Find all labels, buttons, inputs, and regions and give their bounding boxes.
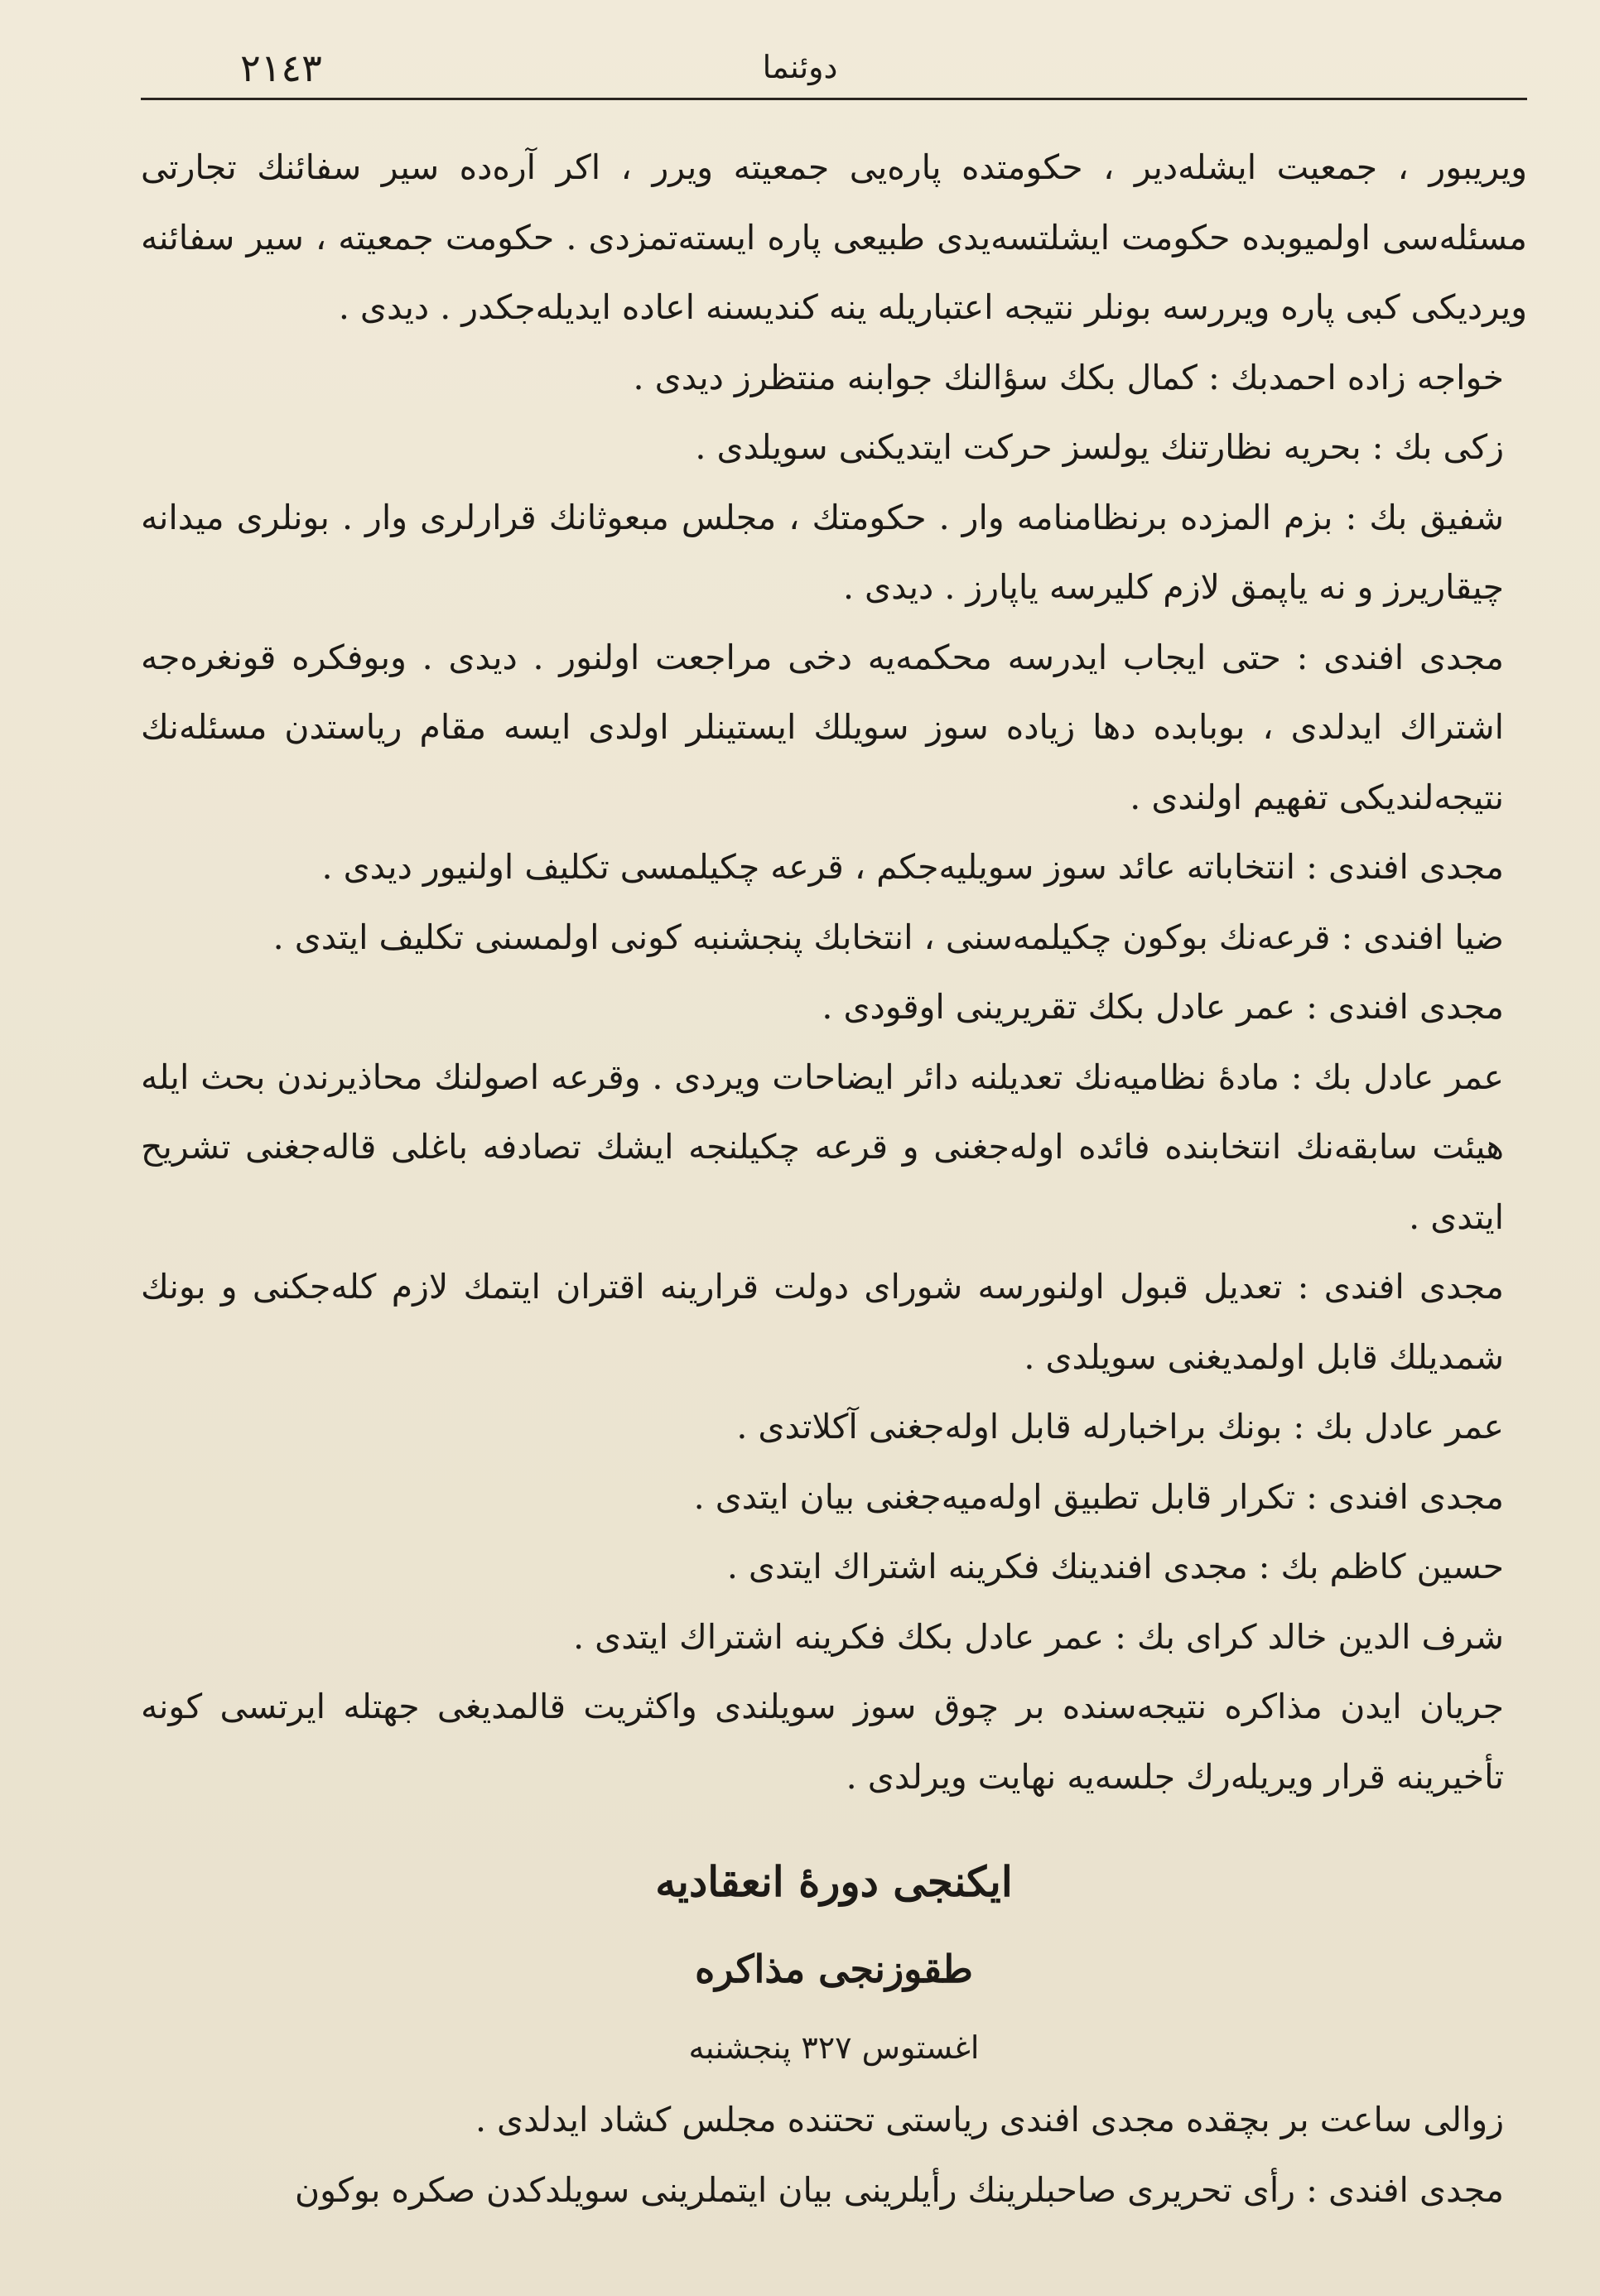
paragraph: مجدی افندی : رأی تحریری صاحبلرینك رأیلرینی بیان ایتملرینی سویلدکدن صکرە بوکون [295, 2169, 1504, 2210]
section-title: ایکنجی دورۀ انعقادیە [655, 1857, 1013, 1906]
paragraph: مجدی افندی : عمر عادل بکك تقریرینی اوقودی . [822, 987, 1504, 1027]
paragraph: مجدی افندی : حتی ایجاب ایدرسە محکمەیە دخی مراجعت اولنور . دیدی . وبوفکرە قونغرەجە اشتراك ایدلدی ، بوبابدە دها زیادە سوز سویلك ایستینلر اولدی ایسە مقام ریاستدن مسئلەنك نتیجەلندیکی تفهیم اولندی . [141, 637, 1504, 817]
paragraph: مجدی افندی : تکرار قابل تطبیق اولەمیەجغنی بیان ایتدی . [693, 1476, 1504, 1517]
document-body [141, 132, 1527, 2225]
paragraph: زوالی ساعت بر بچقدە مجدی افندی ریاستی تحتندە مجلس کشاد ایدلدی . [475, 2100, 1504, 2140]
paragraph: ضیا افندی : قرعەنك بوکون چکیلمەسنی ، انتخابك پنجشنبە کونی اولمسنی تکلیف ایتدی . [272, 917, 1504, 957]
header-rule [141, 98, 1527, 100]
paragraph: جریان ایدن مذاکرە نتیجەسندە بر چوق سوز سویلندی واکثریت قالمدیغی جهتلە ایرتسی کونە تأخیرینە قرار ویریلەرك جلسەیە نهایت ویرلدی . [141, 1687, 1504, 1797]
paragraph: ویریبور ، جمعیت ایشلەدیر ، حکومتدە پارەیی جمعیتە ویرر ، اکر آرەدە سیر سفائنك تجارتی مسئلەسی اولمیوبدە حکومت ایشلتسەیدی طبیعی پارە ایستەتمزدی . حکومت جمعیتە ، سیر سفائنە ویردیکی کبی پارە ویررسە بونلر نتیجە اعتباریلە ینە کندیسنە اعادە ایدیلەجکدر . دیدی . [141, 147, 1527, 327]
running-title: دوئنما [762, 49, 838, 85]
paragraph: حسین کاظم بك : مجدی افندینك فکرینە اشتراك ایتدی . [726, 1547, 1504, 1586]
section-date: اغستوس ٣٢٧ پنجشنبە [688, 2029, 980, 2066]
paragraph: مجدی افندی : انتخاباتە عائد سوز سویلیەجکم ، قرعە چکیلمسی تکلیف اولنیور دیدی . [321, 847, 1504, 887]
paragraph: مجدی افندی : تعدیل قبول اولنورسە شورای دولت قرارینە اقتران ایتمك لازم کلەجکنی و بونك شمدیلك قابل اولمدیغنی سویلدی . [141, 1267, 1504, 1377]
paragraph: عمر عادل بك : مادۀ نظامیەنك تعدیلنە دائر ایضاحات ویردی . وقرعە اصولنك محاذیرندن بحث ایلە هیئت سابقەنك انتخابندە فائدە اولەجغنی و قرعە چکیلنجە ایشك تصادفە باغلی قالەجغنی تشریح ایتدی . [141, 1057, 1504, 1237]
page-header [66, 46, 1534, 103]
paragraph: شرف الدین خالد کرای بك : عمر عادل بکك فکرینە اشتراك ایتدی . [573, 1616, 1504, 1657]
section-subtitle: طقوزنجی مذاکرە [695, 1947, 973, 1991]
page-number: ٢١٤٣ [240, 46, 322, 90]
paragraph: شفیق بك : بزم المزدە برنظامنامە وار . حکومتك ، مجلس مبعوثانك قرارلری وار . بونلری میدانە چیقاریرز و نە یاپمق لازم کلیرسە یاپارز . دیدی . [141, 497, 1504, 607]
paragraph: عمر عادل بك : بونك براخبارلە قابل اولەجغنی آکلاتدی . [736, 1407, 1504, 1446]
paragraph: خواجە زادە احمدبك : کمال بکك سؤالنك جوابنە منتظرز دیدی . [633, 357, 1504, 397]
paragraph: زکی بك : بحریە نظارتنك یولسز حرکت ایتدیکنی سویلدی . [695, 427, 1504, 467]
